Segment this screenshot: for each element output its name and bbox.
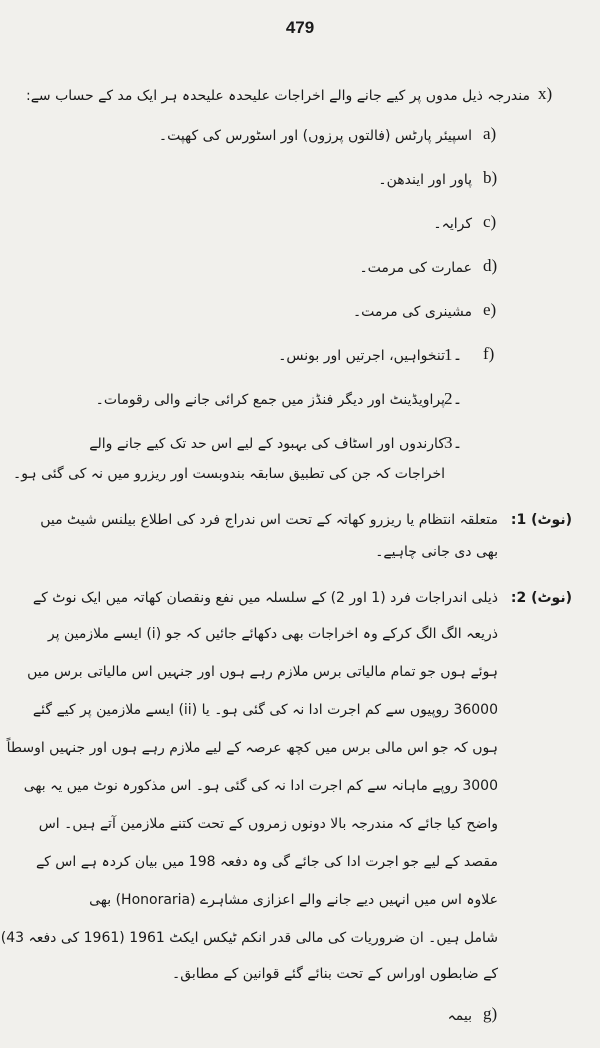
note-2-line: ذیلی اندراجات فرد (1 اور 2) کے سلسلہ میں نفع ونقصان کھاتہ میں ایک نوٹ کے	[32, 590, 498, 606]
note-1-label: (نوٹ) 1:	[510, 512, 572, 528]
item-f-sub1-text: تنخواہیں، اجرتیں اور بونس۔	[278, 348, 445, 364]
note-1-line1: متعلقہ انتظام یا ریزرو کھاتہ کے تحت اس ندراج فرد کی اطلاع بیلنس شیٹ میں	[40, 512, 498, 528]
page-number: 479	[285, 18, 315, 37]
item-g-text: بیمہ	[447, 1008, 472, 1024]
item-f-sub2-text: پراویڈینٹ اور دیگر فنڈز میں جمع کرائی جانے والی رقومات۔	[95, 392, 445, 408]
note-2-line-row	[0, 698, 600, 726]
note-2-line: مقصد کے لیے جو اجرت ادا کی جائے گی وہ دفعہ 198 میں بیان کردہ ہے اس کے	[35, 854, 498, 870]
list-item	[0, 212, 600, 240]
note-2-line-row	[0, 774, 600, 802]
list-item	[0, 300, 600, 328]
item-x-marker: x)	[538, 84, 553, 103]
item-text: مشینری کی مرمت۔	[352, 304, 472, 320]
note-2-line-row	[0, 736, 600, 764]
item-g	[0, 1004, 600, 1032]
item-text: عمارت کی مرمت۔	[359, 260, 472, 276]
note-2-line-row	[0, 622, 600, 650]
note-1	[0, 508, 600, 536]
item-marker: a)	[483, 124, 497, 143]
note-2-line-row	[0, 812, 600, 840]
list-item	[0, 168, 600, 196]
note-2-line: واضح کیا جائے کہ مندرجہ بالا دونوں زمروں کے تحت کتنے ملازمین آتے ہیں۔ اس	[38, 816, 498, 832]
item-marker: c)	[483, 212, 497, 231]
item-f-marker: f)	[483, 344, 495, 363]
item-f-sub3-num: 3۔	[444, 433, 463, 452]
item-f-sub3-line1: کارندوں اور اسٹاف کی بہبود کے لیے اس حد تک کیے جانے والے	[89, 436, 445, 452]
item-marker: d)	[483, 256, 498, 275]
item-marker: b)	[483, 168, 498, 187]
note-2-line: ہوں کہ جو اس مالی برس میں کچھ عرصہ کے لیے ملازم رہے ہوں اور جنہیں اوسطاً	[6, 740, 498, 756]
note-1-line2: بھی دی جانی چاہیے۔	[375, 544, 498, 560]
item-x-text: مندرجہ ذیل مدوں پر کیے جانے والے اخراجات علیحدہ علیحدہ ہر ایک مد کے حساب سے:	[26, 88, 530, 104]
note-2-line-row	[0, 850, 600, 878]
item-f-sub2-num: 2۔	[444, 389, 463, 408]
note-2-label: (نوٹ) 2:	[510, 590, 572, 606]
note-2-line: کے ضابطوں اوراس کے تحت بنائے گئے قوانین کے مطابق۔	[172, 966, 498, 982]
note-2-line-row	[0, 660, 600, 688]
item-x	[0, 84, 600, 112]
note-2-line-row	[0, 926, 600, 954]
item-f-sub3-line2: اخراجات کہ جن کی تطبیق سابقہ بندوبست اور ریزرو میں نہ کی گئی ہو۔	[13, 466, 445, 482]
item-text: اسپیئر پارٹس (فالتوں پرزوں) اور اسٹورس کی کھپت۔	[158, 128, 472, 144]
item-f-sub3-cont	[0, 462, 600, 490]
note-2-line: ذریعہ الگ الگ کرکے وہ اخراجات بھی دکھائے جائیں کہ جو (i) ایسے ملازمین پر	[47, 626, 498, 642]
note-2-line: 3000 روپے ماہانہ سے کم اجرت ادا نہ کی گئی ہو۔ اس مذکورہ نوٹ میں یہ بھی	[23, 778, 498, 794]
item-f	[0, 344, 600, 372]
item-marker: e)	[483, 300, 497, 319]
note-2-line: شامل ہیں۔ ان ضروریات کی مالی قدر انکم ٹیکس ایکٹ 1961 (1961 کی دفعہ 43)	[0, 930, 498, 946]
item-f-sub3	[0, 432, 600, 460]
list-item	[0, 124, 600, 152]
note-2-line-row	[0, 962, 600, 990]
note-2	[0, 586, 600, 614]
list-item	[0, 256, 600, 284]
note-1-cont	[0, 540, 600, 568]
item-f-sub2	[0, 388, 600, 416]
note-2-line: 36000 روپیوں سے کم اجرت ادا نہ کی گئی ہو۔ یا (ii) ایسے ملازمین پر کیے گئے	[32, 702, 498, 718]
item-text: کرایہ۔	[433, 216, 472, 232]
note-2-line: ہوئے ہوں جو تمام مالیاتی برس ملازم رہے ہوں اور جنہیں اس مالیاتی برس میں	[27, 664, 498, 680]
note-2-line-row	[0, 888, 600, 916]
item-text: پاور اور ایندھن۔	[378, 172, 472, 188]
item-g-marker: g)	[483, 1004, 498, 1023]
note-2-line: علاوہ اس میں انہیں دیے جانے والے اعزازی مشاہرے (Honoraria) بھی	[89, 892, 498, 908]
item-f-sub1-num: 1۔	[444, 345, 463, 364]
